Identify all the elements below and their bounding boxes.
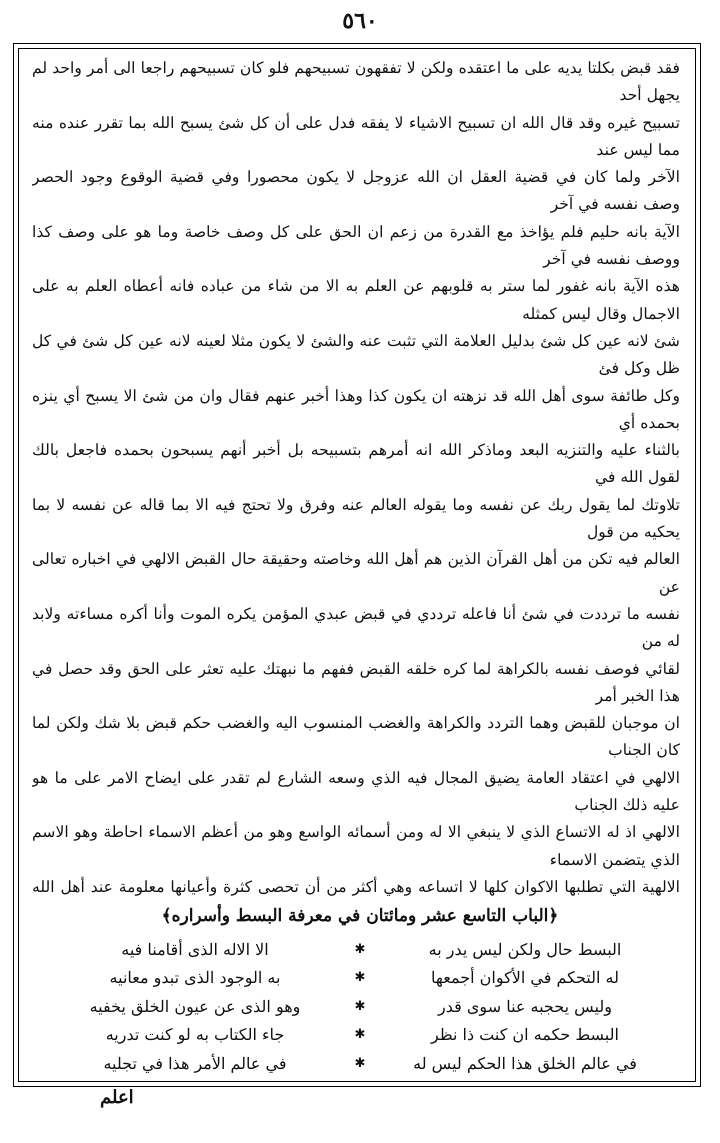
body-line: لقائي فوصف نفسه بالكراهة لما كره خلقه القبض ففهم ما نبهتك عليه تعثر على الحق وقد حصل في هذا الخبر أمر [32, 659, 680, 705]
poem-verse [60, 964, 660, 993]
verse-first-hemistich: البسط حال ولكن ليس يدر به [428, 939, 622, 959]
verse-second-hemistich: الا الاله الذى أقامنا فيه [121, 939, 269, 959]
title-ornament-right: ﴿ [548, 906, 559, 926]
body-line: الالهية التي تطلبها الاكوان كلها لا اتساعه وهي أكثر من أن تحصى كثرة وأعيانها معلومة عند أهل الله [32, 877, 680, 896]
verse-second-hemistich: في عالم الأمر هذا في تجليه [103, 1053, 287, 1073]
poem-verse [60, 992, 660, 1021]
body-text [32, 55, 680, 905]
verse-separator-icon: ✱ [354, 1055, 366, 1071]
poem-verse [60, 935, 660, 964]
verse-separator-icon: ✱ [354, 941, 366, 957]
body-line: الآية بانه حليم فلم يؤاخذ مع القدرة من زعم ان الحق على كل وصف خاصة وما هو على وصف كذا ووصف نفسه في آخر [32, 222, 680, 269]
body-line: الآخر ولما كان في قضية العقل ان الله عزوجل لا يكون محصورا وفي قضية الوقوع وجود الحصر وصف نفسه في آخر [32, 168, 680, 214]
verse-first-hemistich: في عالم الخلق هذا الحكم ليس له [413, 1053, 637, 1073]
verse-second-hemistich: جاء الكتاب به لو كنت تدريه [105, 1025, 285, 1045]
verse-second-hemistich: به الوجود الذى تبدو معانيه [109, 968, 281, 988]
chapter-title-text: الباب التاسع عشر ومائتان في معرفة البسط وأسراره [171, 906, 549, 926]
body-line: الالهي في اعتقاد العامة يضيق المجال فيه الذي وسعه الشارع لم تقدر على ايضاح الامر على ما هو عليه ذلك الجناب [32, 768, 680, 815]
body-line: بالثناء عليه والتنزيه البعد وماذكر الله انه أمرهم بتسبيحه بل أخبر أنهم يسبحون بحمده فاجعل بالك لقول الله في [32, 441, 680, 487]
verse-separator-icon: ✱ [354, 970, 366, 986]
verse-first-hemistich: له التحكم في الأكوان أجمعها [431, 968, 619, 988]
page-number: ٥٦٠ [342, 8, 378, 34]
body-line: شئ لانه عين كل شئ بدليل العلامة التي تثبت عنه والشئ لا يكون مثلا لعينه لانه عين كل شئ في كل ظل وكل فئ [32, 331, 680, 378]
body-line: العالم فيه تكن من أهل القرآن الذين هم أهل الله وخاصته وحقيقة حال القبض الالهي في اخباره تعالى عن [32, 550, 680, 596]
verse-first-hemistich: البسط حكمه ان كنت ذا نظر [431, 1025, 619, 1045]
verse-first-hemistich: وليس يحجبه عنا سوى قدر [438, 996, 612, 1016]
poem [60, 935, 660, 1078]
body-line: هذه الآية بانه غفور لما ستر به قلوبهم عن العلم به الا من شاء من عباده فانه أعطاه العلم به على الاجمال وقال ليس كمثله [32, 277, 680, 323]
body-line: فقد قبض بكلتا يديه على ما اعتقده ولكن لا تفقهون تسبيحهم فلو كان تسبيحهم راجعا الى أمر واحد لم يجهل أحد [32, 59, 680, 105]
chapter-title [0, 905, 720, 926]
body-line: وكل طائفة سوى أهل الله قد نزهته ان يكون كذا وهذا أخبر عنهم فقال وان من شئ الا يسبح أي ينزه بحمده أي [32, 386, 680, 432]
body-line: الالهي اذ له الاتساع الذي لا ينبغي الا له ومن أسمائه الواسع وهو من أعظم الاسماء احاطة وهو الاسم الذي يتضمن الاسماء [32, 823, 680, 869]
body-line: نفسه ما ترددت في شئ أنا فاعله ترددي في قبض عبدي المؤمن يكره الموت وأنا أكره مساءته ولابد له من [32, 604, 680, 651]
poem-verse [60, 1021, 660, 1050]
body-line: تسبيح غيره وقد قال الله ان تسبيح الاشياء لا يفقه فدل على أن كل شئ يسبح الله بما تقرر عنده منه مما ليس عند [32, 113, 680, 159]
verse-second-hemistich: وهو الذى عن عيون الخلق يخفيه [89, 996, 301, 1016]
poem-verse [60, 1049, 660, 1078]
body-line: تلاوتك لما يقول ربك عن نفسه وما يقوله العالم عنه وفرق ولا تحتج فيه الا بما قاله عن نفسه لا بما يحكيه من قول [32, 495, 680, 542]
catchword: اعلم [100, 1087, 134, 1108]
body-line: ان موجبان للقبض وهما التردد والكراهة والغضب المنسوب اليه والغضب حكم قبض بلا شك ولكن لما كان الجناب [32, 714, 680, 760]
title-ornament-left: ﴾ [161, 906, 172, 926]
verse-separator-icon: ✱ [354, 1027, 366, 1043]
verse-separator-icon: ✱ [354, 998, 366, 1014]
